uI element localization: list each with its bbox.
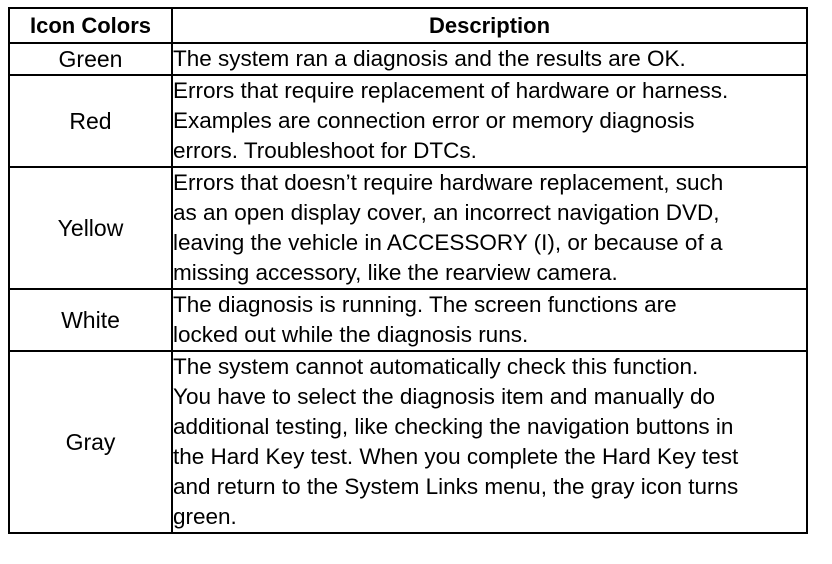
table-row-green [9,43,807,75]
table-header [9,8,807,43]
description-cell: The diagnosis is running. The screen functions are locked out while the diagnosis runs. [172,289,807,351]
table-body [9,43,807,533]
header-row [9,8,807,43]
color-cell: Red [9,75,172,167]
header-description: Description [172,8,807,43]
color-cell: Green [9,43,172,75]
color-cell: Yellow [9,167,172,289]
table-row-gray [9,351,807,533]
table-row-red [9,75,807,167]
icon-colors-table [8,7,808,534]
header-icon-colors: Icon Colors [9,8,172,43]
description-cell: The system ran a diagnosis and the results are OK. [172,43,807,75]
table-row-white [9,289,807,351]
color-cell: Gray [9,351,172,533]
color-cell: White [9,289,172,351]
description-cell: The system cannot automatically check this function. You have to select the diagnosis item and manually do additional testing, like checking the navigation buttons in the Hard Key test. When you complete the Hard Key test and return to the System Links menu, the gray icon turns green. [172,351,807,533]
description-cell: Errors that require replacement of hardware or harness. Examples are connection error or memory diagnosis errors. Troubleshoot for DTCs. [172,75,807,167]
description-cell: Errors that doesn’t require hardware replacement, such as an open display cover, an incorrect navigation DVD, leaving the vehicle in ACCESSORY (I), or because of a missing accessory, like the rearview camera. [172,167,807,289]
table-row-yellow [9,167,807,289]
